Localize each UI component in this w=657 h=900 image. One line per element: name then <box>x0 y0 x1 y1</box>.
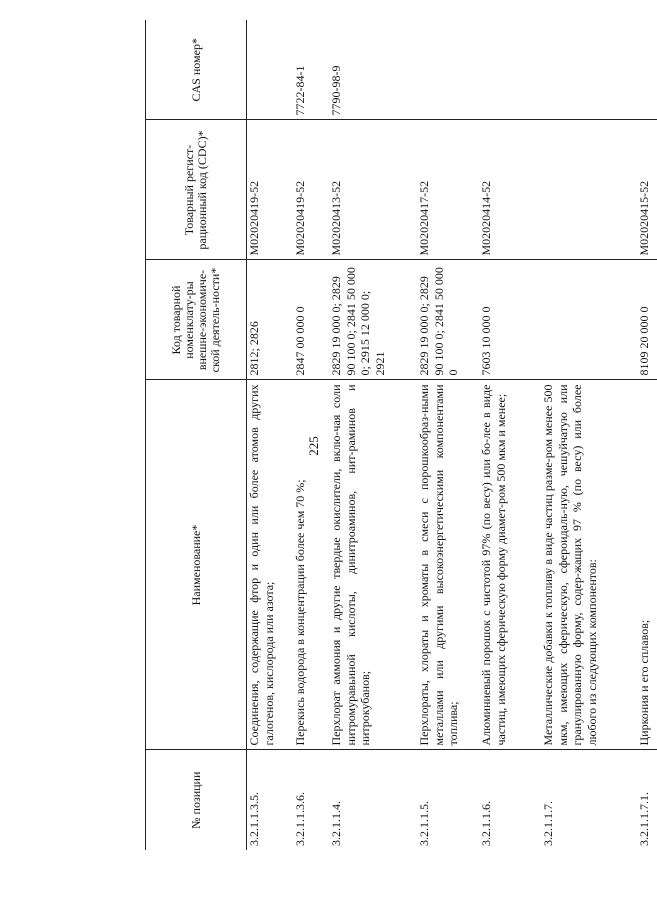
cell-position: 3.2.1.1.5. <box>417 801 431 846</box>
table-row <box>293 20 329 850</box>
cell-cdc: M02020415-52 <box>637 120 657 260</box>
header-position: № позиции <box>146 750 247 850</box>
table-row <box>329 20 417 850</box>
cell-position: 3.2.1.1.6. <box>479 801 493 846</box>
cell-cas <box>479 20 541 120</box>
cell-cas: 7790-98-9 <box>329 20 417 120</box>
cell-cdc: M02020414-52 <box>479 120 541 260</box>
cell-name: Металлические добавки к топливу в виде частиц разме-ром менее 500 мкм, имеющих сферическую, сфероидаль-ную, чешуйчатую или гранулированную форму, содер-жащих 97 % (по весу) или более любого из следующих компонентов: <box>541 380 637 750</box>
cell-position: 3.2.1.1.7. <box>541 801 555 846</box>
cell-cas: 7722-84-1 <box>293 20 329 120</box>
cell-cdc <box>541 120 637 260</box>
goods-table <box>145 20 657 850</box>
cell-cdc: M02020419-52 <box>293 120 329 260</box>
cell-name: Циркония и его сплавов; <box>637 380 657 750</box>
table-row <box>479 20 541 850</box>
cell-code: 2829 19 000 0; 2829 90 100 0; 2841 50 000 0 <box>417 260 479 380</box>
cell-name: Перекись водорода в концентрации более чем 70 %; <box>293 380 329 750</box>
table-row <box>417 20 479 850</box>
cell-name: Алюминиевый порошок с чистотой 97% (по весу) или бо-лее в виде частиц, имеющих сферическую форму диамет-ром 500 мкм и менее; <box>479 380 541 750</box>
cell-position: 3.2.1.1.4. <box>329 801 343 846</box>
cell-name: Соединения, содержащие фтор и один или более атомов других галогенов, кислорода или азота; <box>247 380 294 750</box>
cell-name: Перхлорат аммония и другие твердые окислители, вклю-чая соли нитромуравьиной кислоты, динитроаминов, нит-раминов и нитрокубанов; <box>329 380 417 750</box>
table-header-row <box>146 20 247 850</box>
page-number: 225 <box>305 436 321 456</box>
header-name: Наименование* <box>146 380 247 750</box>
table-row <box>247 20 294 850</box>
header-cdc: Товарный регист-рационный код (CDC)* <box>146 120 247 260</box>
cell-position: 3.2.1.1.7.1. <box>637 792 651 846</box>
header-code: Код товарной номенклату-ры внешне-экономиче-ской деятель-ности* <box>146 260 247 380</box>
header-cas: CAS номер* <box>146 20 247 120</box>
cell-cas <box>417 20 479 120</box>
rotated-table-sheet <box>145 20 651 850</box>
cell-code: 2847 00 000 0 <box>293 260 329 380</box>
cell-cdc: M02020413-52 <box>329 120 417 260</box>
cell-cdc: M02020417-52 <box>417 120 479 260</box>
cell-position: 3.2.1.1.3.5. <box>247 792 261 846</box>
cell-cdc: M02020419-52 <box>247 120 294 260</box>
cell-code: 7603 10 000 0 <box>479 260 541 380</box>
table-row <box>637 20 657 850</box>
cell-code: 2812; 2826 <box>247 260 294 380</box>
cell-name: Перхлораты, хлораты и хроматы в смеси с порошкообраз-ными металлами или другими высокоэнергетическими компонентами топлива; <box>417 380 479 750</box>
cell-code: 2829 19 000 0; 2829 90 100 0; 2841 50 000 0; 2915 12 000 0; 2921 <box>329 260 417 380</box>
table-row <box>541 20 637 850</box>
cell-cas <box>247 20 294 120</box>
cell-cas <box>541 20 637 120</box>
cell-cas <box>637 20 657 120</box>
cell-code: 8109 20 000 0 <box>637 260 657 380</box>
cell-code <box>541 260 637 380</box>
cell-position: 3.2.1.1.3.6. <box>293 792 307 846</box>
